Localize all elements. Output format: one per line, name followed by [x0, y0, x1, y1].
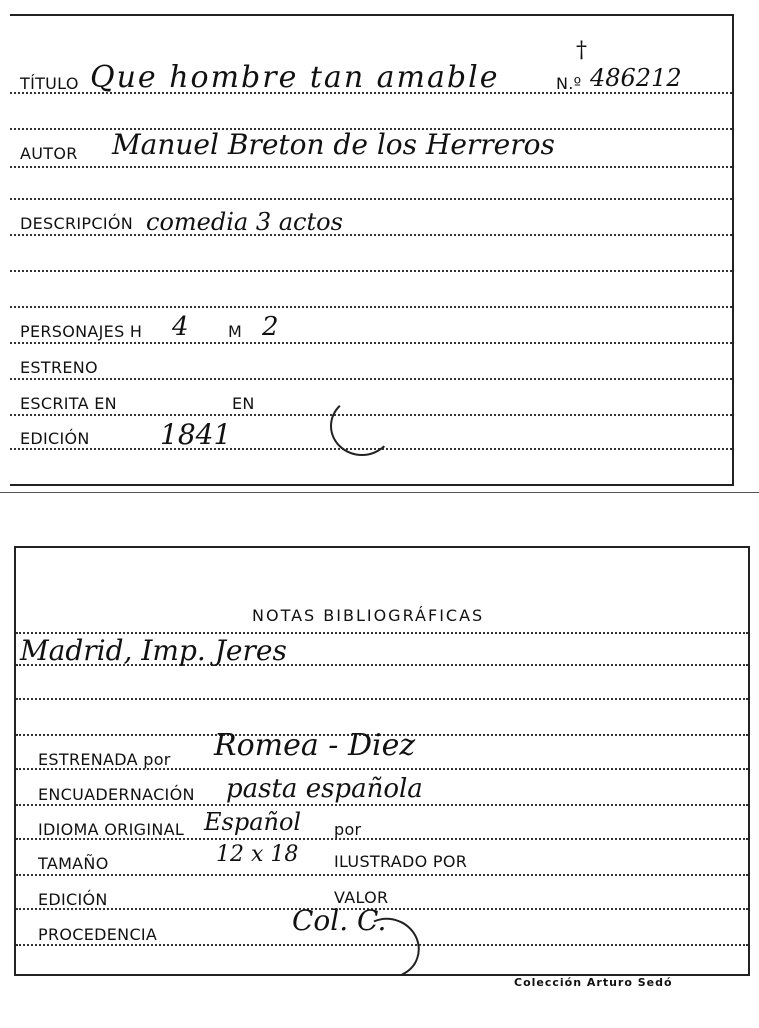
personajes-h-value: 4 [172, 312, 189, 342]
dotted-rule [10, 166, 732, 168]
idioma-label: IDIOMA ORIGINAL [38, 820, 185, 839]
catalog-card-front [10, 14, 734, 486]
dotted-rule [10, 378, 732, 380]
tamano-label: TAMAÑO [38, 854, 109, 873]
dotted-rule [10, 306, 732, 308]
idioma-value: Español [204, 808, 302, 836]
titulo-value: Que hombre tan amable [90, 60, 500, 95]
escrita-en-place-label: EN [232, 394, 255, 413]
dotted-rule [10, 342, 732, 344]
ilustrado-label: ILUSTRADO POR [334, 852, 468, 871]
descripcion-value: comedia 3 actos [146, 208, 343, 236]
estrenada-label: ESTRENADA por [38, 750, 171, 769]
edicion-label-back: EDICIÓN [38, 890, 108, 909]
dotted-rule [10, 270, 732, 272]
personajes-m-value: 2 [262, 312, 279, 342]
dotted-rule [16, 804, 748, 806]
escrita-en-label: ESCRITA EN [20, 394, 117, 413]
edicion-value: 1841 [160, 418, 232, 451]
dotted-rule [16, 698, 748, 700]
idioma-por-label: por [334, 820, 362, 839]
notas-header: NOTAS BIBLIOGRÁFICAS [252, 606, 485, 625]
personajes-m-label: M [228, 322, 243, 341]
stamp-mark [330, 396, 394, 456]
descripcion-label: DESCRIPCIÓN [20, 214, 133, 233]
numero-label: N.º [556, 74, 582, 93]
personajes-label: PERSONAJES H [20, 322, 143, 341]
numero-mark: † [576, 38, 587, 63]
dotted-rule [10, 234, 732, 236]
procedencia-value: Col. C. [292, 904, 387, 937]
autor-label: AUTOR [20, 144, 78, 163]
encuadernacion-value: pasta española [226, 774, 423, 804]
encuadernacion-label: ENCUADERNACIÓN [38, 785, 195, 804]
estreno-label: ESTRENO [20, 358, 98, 377]
valor-label: VALOR [334, 888, 389, 907]
dotted-rule [10, 198, 732, 200]
collection-footer: Colección Arturo Sedó [514, 976, 673, 989]
autor-value: Manuel Breton de los Herreros [112, 128, 555, 161]
edicion-label: EDICIÓN [20, 429, 90, 448]
tamano-value: 12 x 18 [216, 842, 299, 867]
card-separator [0, 492, 759, 493]
notas-value: Madrid, Imp. Jeres [20, 634, 287, 667]
titulo-label: TÍTULO [20, 74, 79, 93]
numero-value: 486212 [590, 64, 682, 92]
procedencia-label: PROCEDENCIA [38, 925, 158, 944]
estrenada-value: Romea - Diez [214, 728, 416, 763]
catalog-card-back [14, 546, 750, 976]
dotted-rule [16, 874, 748, 876]
